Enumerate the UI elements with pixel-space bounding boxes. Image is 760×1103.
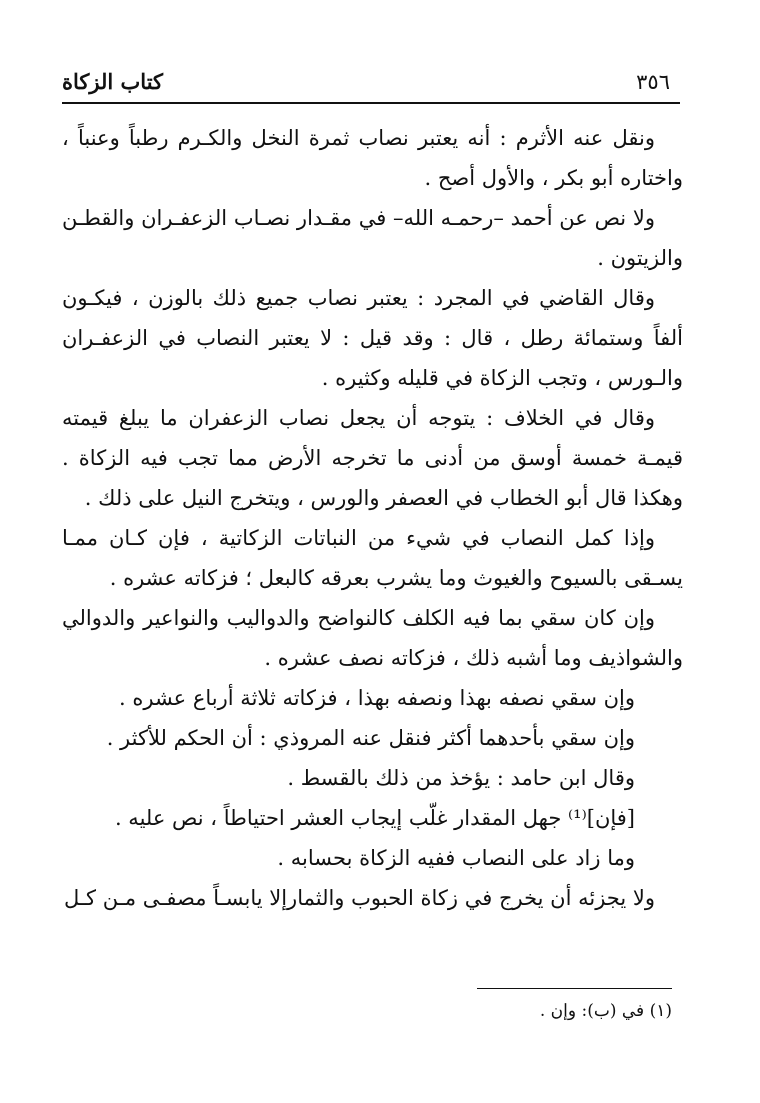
footnote: (١) في (ب): وإن . [539,1001,672,1021]
page-number: ٣٥٦ [636,70,670,94]
paragraph: وما زاد على النصاب ففيه الزكاة بحسابه . [277,846,635,870]
paragraph: ولا نص عن أحمد –رحمـه الله– في مقـدار نصـاب الزعفـران والقطـن والزيتون . [62,206,683,270]
paragraph: وقال في الخلاف : يتوجه أن يجعل نصاب الزعفران ما يبلغ قيمته قيمـة خمسة أوسق من أدنى ما تخرجه الأرض مما تجب فيه الزكاة . وهكذا قال أبو الخطاب في العصفر والورس ، ويتخرج النيل على ذلك . [62,406,683,510]
page-header [62,66,678,100]
footnote-rule [477,988,672,989]
paragraph: وإن سقي بأحدهما أكثر فنقل عنه المروذي : أن الحكم للأكثر . [106,726,635,750]
paragraph: وإن كان سقي بما فيه الكلف كالنواضح والدواليب والنواعير والدوالي والشواذيف وما أشبه ذلك ، فزكاته نصف عشره . [62,606,683,670]
header-rule [62,102,680,104]
paragraph: ولا يجزئه أن يخرج في زكاة الحبوب والثمارإلا يابسـاً مصفـى مـن كـل [63,886,655,910]
paragraph: ونقل عنه الأثرم : أنه يعتبر نصاب ثمرة النخل والكـرم رطباً وعنباً ، واختاره أبو بكر ، والأول أصح . [62,126,683,190]
paragraph: وإذا كمل النصاب في شيء من النباتات الزكاتية ، فإن كـان ممـا يسـقى بالسيوح والغيوث وما يشرب بعرقه كالبعل ؛ فزكاته عشره . [62,526,683,590]
running-title: كتاب الزكاة [62,69,164,94]
body-text [62,118,683,918]
paragraph: [فإن]⁽¹⁾ جهل المقدار غلّب إيجاب العشر احتياطاً ، نص عليه . [114,806,635,830]
paragraph: وإن سقي نصفه بهذا ونصفه بهذا ، فزكاته ثلاثة أرباع عشره . [119,686,635,710]
paragraph: وقال ابن حامد : يؤخذ من ذلك بالقسط . [287,766,635,790]
paragraph: وقال القاضي في المجرد : يعتبر نصاب جميع ذلك بالوزن ، فيكـون ألفاً وستمائة رطل ، قال : وقد قيل : لا يعتبر النصاب في الزعفـران والـورس ، وتجب الزكاة في قليله وكثيره . [62,286,683,390]
